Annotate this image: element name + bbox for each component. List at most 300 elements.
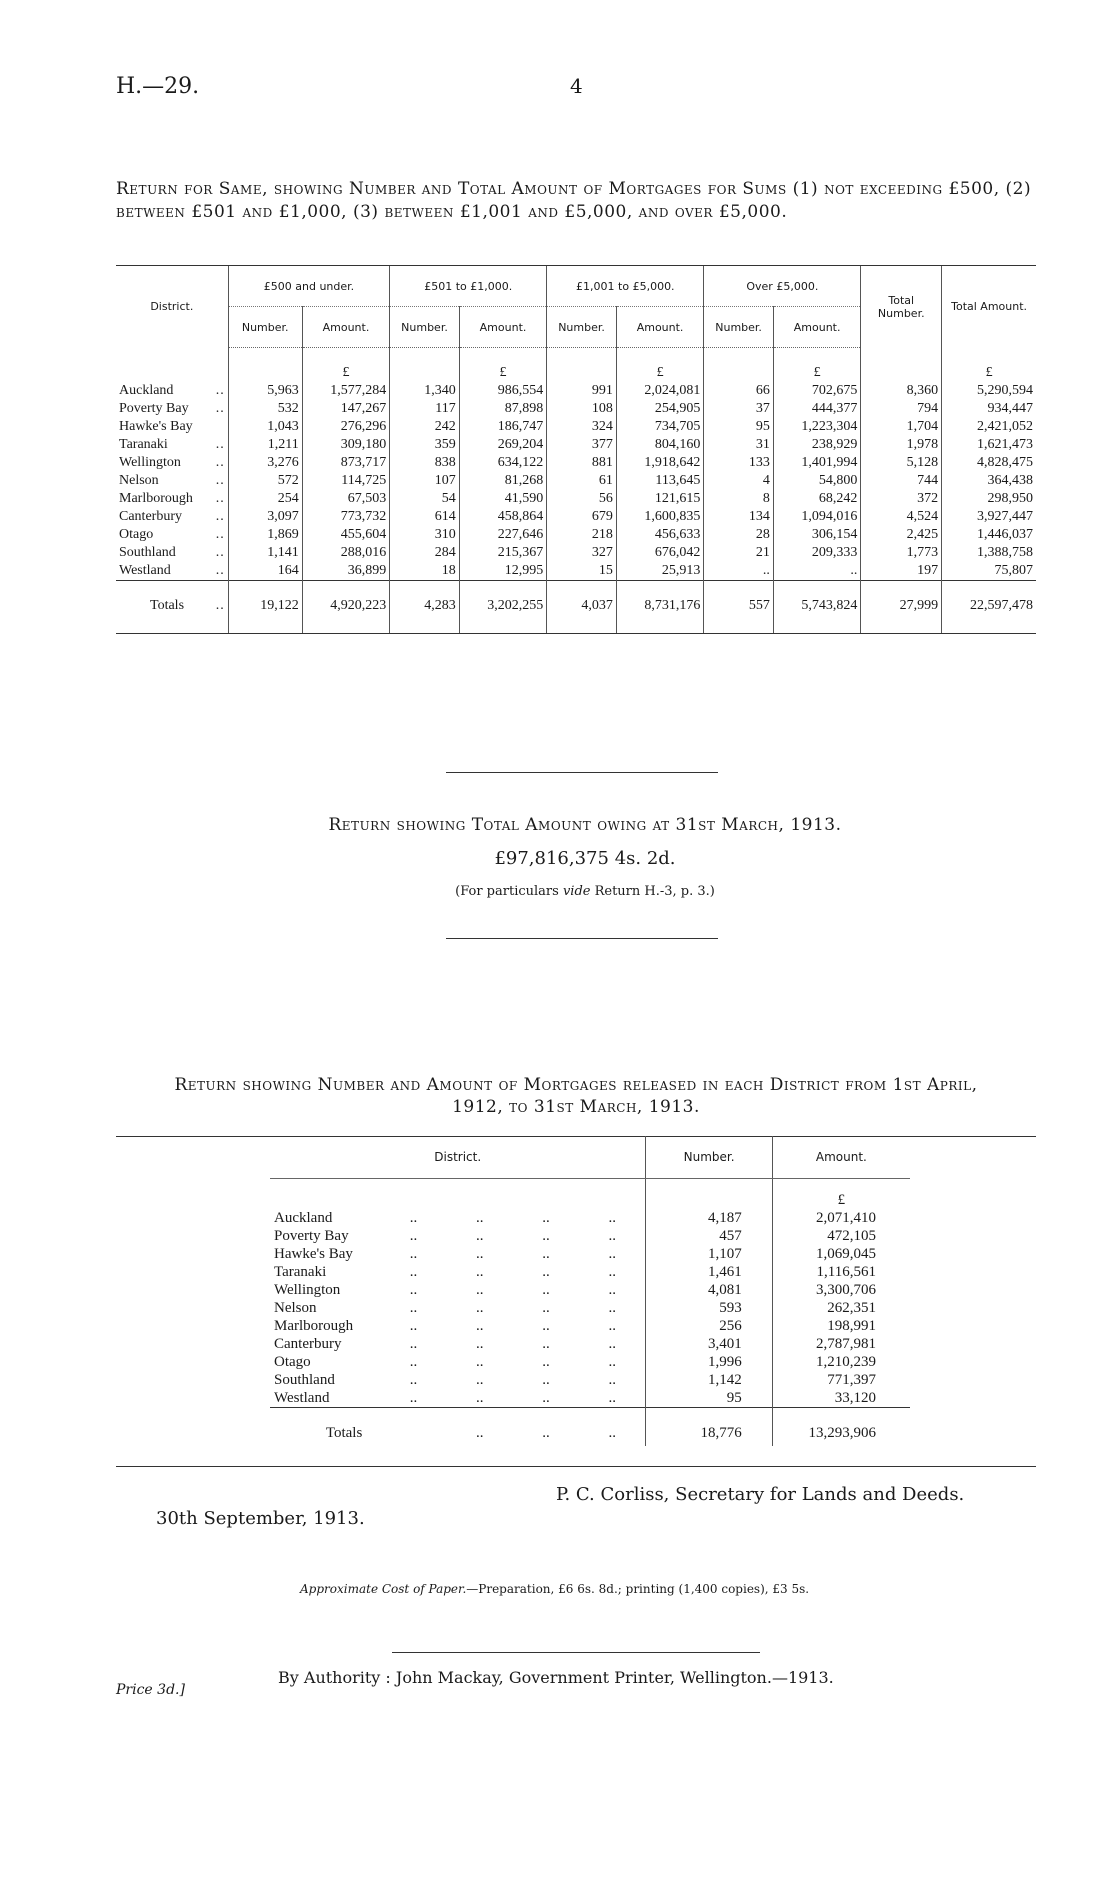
leader-dots: .. bbox=[475, 1245, 484, 1262]
district-name: Auckland bbox=[119, 383, 174, 398]
total-cell: 5,743,824 bbox=[773, 581, 861, 634]
table2-title: Return showing Total Amount owing at 31st March, 1913. bbox=[328, 815, 842, 835]
amount-cell: 298,950 bbox=[942, 490, 1036, 508]
amount-cell: 215,367 bbox=[459, 544, 547, 562]
total-number-header: Total Number. bbox=[861, 266, 942, 348]
district-name: Southland bbox=[274, 1371, 335, 1388]
leader-dots: .. bbox=[475, 1353, 484, 1370]
district-name: Wellington bbox=[274, 1281, 341, 1298]
leader-dots: .. bbox=[475, 1317, 484, 1334]
amount-cell: 1,600,835 bbox=[616, 508, 704, 526]
amount-cell: 12,995 bbox=[459, 562, 547, 581]
leader-dots: .. bbox=[215, 527, 225, 542]
number-cell: 4,187 bbox=[646, 1209, 772, 1227]
leader-dots: .. bbox=[608, 1299, 617, 1316]
number-cell: .. bbox=[704, 562, 774, 581]
amount-cell: 186,747 bbox=[459, 418, 547, 436]
number-cell: 133 bbox=[704, 454, 774, 472]
total-cell: 4,283 bbox=[390, 581, 460, 634]
amount-cell: 804,160 bbox=[616, 436, 704, 454]
amount-cell: 121,615 bbox=[616, 490, 704, 508]
amount-cell: 75,807 bbox=[942, 562, 1036, 581]
table-row bbox=[270, 1371, 910, 1389]
leader-dots: .. bbox=[608, 1335, 617, 1352]
total-cell: 22,597,478 bbox=[942, 581, 1036, 634]
amount-cell: 227,646 bbox=[459, 526, 547, 544]
amount-header: Amount. bbox=[302, 307, 390, 348]
number-cell: 1,461 bbox=[646, 1263, 772, 1281]
number-cell: 744 bbox=[861, 472, 942, 490]
number-cell: 108 bbox=[547, 400, 617, 418]
leader-dots: .. bbox=[608, 1263, 617, 1280]
number-cell: 991 bbox=[547, 382, 617, 400]
number-cell: 117 bbox=[390, 400, 460, 418]
table-row bbox=[116, 490, 1036, 508]
number-cell: 3,097 bbox=[228, 508, 302, 526]
number-cell: 359 bbox=[390, 436, 460, 454]
currency-symbol: £ bbox=[302, 348, 390, 383]
number-cell: 242 bbox=[390, 418, 460, 436]
leader-dots: .. bbox=[608, 1389, 617, 1406]
leader-dots: .. bbox=[608, 1281, 617, 1298]
table-row bbox=[270, 1263, 910, 1281]
amount-cell: 1,577,284 bbox=[302, 382, 390, 400]
currency-symbol: £ bbox=[773, 348, 861, 383]
amount-cell: 114,725 bbox=[302, 472, 390, 490]
number-cell: 3,276 bbox=[228, 454, 302, 472]
table-row bbox=[270, 1245, 910, 1263]
number-header: Number. bbox=[547, 307, 617, 348]
currency-row bbox=[116, 348, 1036, 383]
leader-dots: .. bbox=[542, 1317, 550, 1334]
district-name: Canterbury bbox=[119, 509, 182, 524]
leader-dots: .. bbox=[409, 1281, 418, 1298]
amount-cell: 306,154 bbox=[773, 526, 861, 544]
total-amount-owing: £97,816,375 4s. 2d. bbox=[494, 848, 676, 869]
number-header: Number. bbox=[228, 307, 302, 348]
price: Price 3d.] bbox=[116, 1682, 185, 1698]
cost-label: Approximate Cost of Paper. bbox=[300, 1582, 467, 1596]
table3-title-line1: Return showing Number and Amount of Mortgages released in each District from 1st April, bbox=[174, 1075, 978, 1095]
table-row bbox=[116, 418, 1036, 436]
table3-bottom-rule bbox=[116, 1466, 1036, 1467]
table-row bbox=[270, 1335, 910, 1353]
district-cell bbox=[116, 562, 228, 581]
district-cell bbox=[116, 508, 228, 526]
amount-cell: 25,913 bbox=[616, 562, 704, 581]
amount-cell: 458,864 bbox=[459, 508, 547, 526]
amount-cell: 472,105 bbox=[772, 1227, 910, 1245]
amount-cell: 1,223,304 bbox=[773, 418, 861, 436]
leader-dots: .. bbox=[608, 1353, 617, 1370]
table-row bbox=[270, 1227, 910, 1245]
amount-cell: 1,918,642 bbox=[616, 454, 704, 472]
leader-dots: .. bbox=[447, 1408, 513, 1447]
district-name: Poverty Bay bbox=[274, 1227, 349, 1244]
district-name: Marlborough bbox=[119, 491, 193, 506]
number-cell: 95 bbox=[646, 1389, 772, 1408]
amount-header: Amount. bbox=[459, 307, 547, 348]
amount-cell: 676,042 bbox=[616, 544, 704, 562]
number-cell: 614 bbox=[390, 508, 460, 526]
authority-rule bbox=[392, 1652, 760, 1653]
number-cell: 327 bbox=[547, 544, 617, 562]
amount-cell: 456,633 bbox=[616, 526, 704, 544]
table-row bbox=[116, 454, 1036, 472]
number-cell: 1,978 bbox=[861, 436, 942, 454]
table-row bbox=[116, 508, 1036, 526]
leader-dots: .. bbox=[475, 1263, 484, 1280]
amount-header: Amount. bbox=[616, 307, 704, 348]
leader-dots: .. bbox=[542, 1371, 550, 1388]
printer-authority: By Authority : John Mackay, Government Printer, Wellington.—1913. bbox=[278, 1668, 834, 1687]
amount-cell: 2,787,981 bbox=[772, 1335, 910, 1353]
leader-dots: .. bbox=[608, 1209, 617, 1226]
district-cell bbox=[116, 526, 228, 544]
leader-dots: .. bbox=[475, 1299, 484, 1316]
note-suffix: Return H.-3, p. 3.) bbox=[590, 884, 715, 899]
number-cell: 197 bbox=[861, 562, 942, 581]
total-cell: 557 bbox=[704, 581, 774, 634]
amount-cell: 147,267 bbox=[302, 400, 390, 418]
signature: P. C. Corliss, Secretary for Lands and Deeds. bbox=[556, 1484, 965, 1505]
table-row bbox=[270, 1317, 910, 1335]
group-header-over-5000: Over £5,000. bbox=[704, 266, 861, 307]
district-name: Hawke's Bay bbox=[274, 1245, 353, 1262]
leader-dots: .. bbox=[542, 1335, 550, 1352]
currency-symbol: £ bbox=[459, 348, 547, 383]
amount-cell: 1,621,473 bbox=[942, 436, 1036, 454]
amount-cell: 1,388,758 bbox=[942, 544, 1036, 562]
leader-dots: .. bbox=[579, 1408, 646, 1447]
district-name: Westland bbox=[119, 563, 171, 578]
leader-dots: .. bbox=[475, 1227, 484, 1244]
leader-dots: .. bbox=[409, 1317, 418, 1334]
district-name: Canterbury bbox=[274, 1335, 342, 1352]
table3-title-line2: 1912, to 31st March, 1913. bbox=[452, 1097, 700, 1117]
number-cell: 61 bbox=[547, 472, 617, 490]
amount-cell: 67,503 bbox=[302, 490, 390, 508]
leader-dots: .. bbox=[409, 1245, 418, 1262]
amount-cell: 68,242 bbox=[773, 490, 861, 508]
number-cell: 324 bbox=[547, 418, 617, 436]
number-cell: 1,142 bbox=[646, 1371, 772, 1389]
district-cell bbox=[116, 472, 228, 490]
leader-dots: .. bbox=[542, 1299, 550, 1316]
totals-label: Totals bbox=[150, 598, 185, 613]
leader-dots: .. bbox=[215, 491, 225, 506]
number-cell: 1,107 bbox=[646, 1245, 772, 1263]
leader-dots: .. bbox=[608, 1227, 617, 1244]
separator-rule bbox=[446, 938, 718, 939]
number-header: Number. bbox=[704, 307, 774, 348]
total-cell: 4,920,223 bbox=[302, 581, 390, 634]
district-cell bbox=[116, 382, 228, 400]
district-name: Hawke's Bay bbox=[119, 419, 193, 434]
amount-cell: 5,290,594 bbox=[942, 382, 1036, 400]
leader-dots: .. bbox=[475, 1335, 484, 1352]
amount-cell: 238,929 bbox=[773, 436, 861, 454]
amount-cell: 934,447 bbox=[942, 400, 1036, 418]
total-cell: 3,202,255 bbox=[459, 581, 547, 634]
district-header: District. bbox=[116, 266, 228, 348]
number-cell: 593 bbox=[646, 1299, 772, 1317]
table-row bbox=[116, 436, 1036, 454]
number-cell: 18,776 bbox=[646, 1408, 772, 1447]
district-cell bbox=[116, 400, 228, 418]
amount-cell: 364,438 bbox=[942, 472, 1036, 490]
amount-cell: 41,590 bbox=[459, 490, 547, 508]
amount-cell: 262,351 bbox=[772, 1299, 910, 1317]
table-row bbox=[270, 1353, 910, 1371]
number-cell: 95 bbox=[704, 418, 774, 436]
leader-dots: .. bbox=[542, 1353, 550, 1370]
group-header-500-under: £500 and under. bbox=[228, 266, 390, 307]
total-cell: 8,731,176 bbox=[616, 581, 704, 634]
table-row bbox=[270, 1281, 910, 1299]
table-row bbox=[116, 544, 1036, 562]
leader-dots: .. bbox=[409, 1299, 418, 1316]
district-header: District. bbox=[270, 1136, 646, 1179]
number-cell: 679 bbox=[547, 508, 617, 526]
table-row bbox=[270, 1389, 910, 1408]
number-cell: 66 bbox=[704, 382, 774, 400]
leader-dots: .. bbox=[215, 509, 225, 524]
number-cell: 54 bbox=[390, 490, 460, 508]
amount-cell: 702,675 bbox=[773, 382, 861, 400]
district-name: Marlborough bbox=[274, 1317, 354, 1334]
number-cell: 5,963 bbox=[228, 382, 302, 400]
district-name: Otago bbox=[119, 527, 154, 542]
amount-cell: 444,377 bbox=[773, 400, 861, 418]
amount-cell: 209,333 bbox=[773, 544, 861, 562]
table-row bbox=[116, 472, 1036, 490]
leader-dots: .. bbox=[608, 1371, 617, 1388]
total-cell: 4,037 bbox=[547, 581, 617, 634]
leader-dots: .. bbox=[513, 1408, 579, 1447]
mortgages-by-sum-table bbox=[116, 265, 1036, 634]
amount-cell: 2,024,081 bbox=[616, 382, 704, 400]
amount-cell: 113,645 bbox=[616, 472, 704, 490]
leader-dots: .. bbox=[409, 1389, 418, 1406]
leader-dots: .. bbox=[215, 437, 225, 452]
number-header: Number. bbox=[390, 307, 460, 348]
table-row bbox=[116, 526, 1036, 544]
number-cell: 254 bbox=[228, 490, 302, 508]
table-row bbox=[270, 1299, 910, 1317]
number-cell: 134 bbox=[704, 508, 774, 526]
amount-cell: 33,120 bbox=[772, 1389, 910, 1408]
number-cell: 1,043 bbox=[228, 418, 302, 436]
district-name: Nelson bbox=[119, 473, 159, 488]
number-cell: 3,401 bbox=[646, 1335, 772, 1353]
district-name: Wellington bbox=[119, 455, 181, 470]
leader-dots: .. bbox=[409, 1209, 418, 1226]
amount-cell: 1,210,239 bbox=[772, 1353, 910, 1371]
leader-dots: .. bbox=[475, 1371, 484, 1388]
date-line: 30th September, 1913. bbox=[156, 1508, 365, 1529]
amount-cell: 455,604 bbox=[302, 526, 390, 544]
number-cell: 4,524 bbox=[861, 508, 942, 526]
number-cell: 377 bbox=[547, 436, 617, 454]
amount-cell: 87,898 bbox=[459, 400, 547, 418]
district-cell bbox=[116, 454, 228, 472]
currency-row bbox=[270, 1179, 910, 1210]
table3-title bbox=[116, 1074, 1036, 1118]
district-cell bbox=[116, 418, 228, 436]
leader-dots: .. bbox=[542, 1209, 550, 1226]
amount-header: Amount. bbox=[773, 307, 861, 348]
leader-dots: .. bbox=[215, 545, 225, 560]
district-name: Auckland bbox=[274, 1209, 333, 1226]
leader-dots: .. bbox=[475, 1209, 484, 1226]
district-name: Taranaki bbox=[119, 437, 168, 452]
number-cell: 1,704 bbox=[861, 418, 942, 436]
leader-dots: .. bbox=[475, 1281, 484, 1298]
amount-cell: 1,446,037 bbox=[942, 526, 1036, 544]
leader-dots: .. bbox=[542, 1389, 550, 1406]
leader-dots: .. bbox=[215, 473, 225, 488]
amount-cell: 2,071,410 bbox=[772, 1209, 910, 1227]
amount-cell: 734,705 bbox=[616, 418, 704, 436]
totals-label-cell bbox=[116, 581, 228, 634]
totals-row bbox=[270, 1408, 910, 1447]
number-cell: 8,360 bbox=[861, 382, 942, 400]
table-row bbox=[116, 382, 1036, 400]
number-cell: 56 bbox=[547, 490, 617, 508]
table-row bbox=[270, 1209, 910, 1227]
number-cell: 1,869 bbox=[228, 526, 302, 544]
table-row bbox=[116, 562, 1036, 581]
number-header: Number. bbox=[646, 1136, 772, 1179]
district-name: Westland bbox=[274, 1389, 330, 1406]
amount-cell: 36,899 bbox=[302, 562, 390, 581]
amount-header: Amount. bbox=[772, 1136, 910, 1179]
number-cell: 881 bbox=[547, 454, 617, 472]
group-header-501-1000: £501 to £1,000. bbox=[390, 266, 547, 307]
leader-dots: .. bbox=[409, 1371, 418, 1388]
leader-dots: .. bbox=[215, 455, 225, 470]
number-cell: 107 bbox=[390, 472, 460, 490]
amount-cell: 773,732 bbox=[302, 508, 390, 526]
district-name: Taranaki bbox=[274, 1263, 327, 1280]
note-italic: vide bbox=[562, 884, 591, 899]
amount-cell: 986,554 bbox=[459, 382, 547, 400]
leader-dots: .. bbox=[409, 1227, 418, 1244]
amount-cell: 81,268 bbox=[459, 472, 547, 490]
number-cell: 37 bbox=[704, 400, 774, 418]
leader-dots: .. bbox=[608, 1245, 617, 1262]
leader-dots: .. bbox=[475, 1389, 484, 1406]
district-cell bbox=[116, 436, 228, 454]
district-name: Otago bbox=[274, 1353, 311, 1370]
number-cell: 8 bbox=[704, 490, 774, 508]
amount-cell: 634,122 bbox=[459, 454, 547, 472]
totals-row bbox=[116, 581, 1036, 634]
amount-cell: 1,116,561 bbox=[772, 1263, 910, 1281]
number-cell: 218 bbox=[547, 526, 617, 544]
cost-text: —Preparation, £6 6s. 8d.; printing (1,400 copies), £3 5s. bbox=[466, 1582, 810, 1596]
number-cell: 2,425 bbox=[861, 526, 942, 544]
amount-cell: 269,204 bbox=[459, 436, 547, 454]
leader-dots: .. bbox=[608, 1317, 617, 1334]
leader-dots: .. bbox=[409, 1353, 418, 1370]
number-cell: 838 bbox=[390, 454, 460, 472]
leader-dots: .. bbox=[542, 1245, 550, 1262]
total-cell: 19,122 bbox=[228, 581, 302, 634]
document-reference: H.—29. bbox=[116, 74, 200, 99]
district-cell bbox=[116, 544, 228, 562]
amount-cell: 3,927,447 bbox=[942, 508, 1036, 526]
district-name: Nelson bbox=[274, 1299, 317, 1316]
leader-dots: .. bbox=[215, 598, 225, 613]
leader-dots bbox=[380, 1408, 446, 1447]
currency-symbol: £ bbox=[942, 348, 1036, 383]
particulars-note bbox=[280, 884, 890, 899]
amount-cell: 873,717 bbox=[302, 454, 390, 472]
number-cell: 1,996 bbox=[646, 1353, 772, 1371]
number-cell: 372 bbox=[861, 490, 942, 508]
leader-dots: .. bbox=[542, 1227, 550, 1244]
leader-dots: .. bbox=[409, 1335, 418, 1352]
number-cell: 31 bbox=[704, 436, 774, 454]
leader-dots: .. bbox=[542, 1281, 550, 1298]
number-cell: 164 bbox=[228, 562, 302, 581]
cost-of-paper bbox=[300, 1582, 809, 1596]
number-cell: 794 bbox=[861, 400, 942, 418]
number-cell: 1,340 bbox=[390, 382, 460, 400]
leader-dots: .. bbox=[215, 383, 225, 398]
number-cell: 457 bbox=[646, 1227, 772, 1245]
amount-cell: 4,828,475 bbox=[942, 454, 1036, 472]
district-name: Southland bbox=[119, 545, 176, 560]
note-prefix: (For particulars bbox=[455, 884, 563, 899]
table1-title: Return for Same, showing Number and Total Amount of Mortgages for Sums (1) not exceeding £500, (2) between £501 and £1,000, (3) between £1,001 and £5,000, and over £5,000. bbox=[116, 179, 1032, 222]
district-cell bbox=[116, 490, 228, 508]
number-cell: 1,141 bbox=[228, 544, 302, 562]
total-cell: 27,999 bbox=[861, 581, 942, 634]
currency-symbol: £ bbox=[616, 348, 704, 383]
number-cell: 21 bbox=[704, 544, 774, 562]
group-header-1001-5000: £1,001 to £5,000. bbox=[547, 266, 704, 307]
mortgages-released-table bbox=[270, 1136, 910, 1446]
page-number: 4 bbox=[570, 74, 583, 98]
amount-cell: 198,991 bbox=[772, 1317, 910, 1335]
amount-cell: 2,421,052 bbox=[942, 418, 1036, 436]
number-cell: 4,081 bbox=[646, 1281, 772, 1299]
number-cell: 15 bbox=[547, 562, 617, 581]
number-cell: 284 bbox=[390, 544, 460, 562]
district-name: Poverty Bay bbox=[119, 401, 189, 416]
amount-cell: 254,905 bbox=[616, 400, 704, 418]
amount-cell: 3,300,706 bbox=[772, 1281, 910, 1299]
leader-dots: .. bbox=[215, 401, 225, 416]
number-cell: 18 bbox=[390, 562, 460, 581]
number-cell: 5,128 bbox=[861, 454, 942, 472]
number-cell: 532 bbox=[228, 400, 302, 418]
number-cell: 310 bbox=[390, 526, 460, 544]
number-cell: 1,211 bbox=[228, 436, 302, 454]
amount-cell: 1,069,045 bbox=[772, 1245, 910, 1263]
amount-cell: 1,094,016 bbox=[773, 508, 861, 526]
separator-rule bbox=[446, 772, 718, 773]
amount-cell: 288,016 bbox=[302, 544, 390, 562]
leader-dots: .. bbox=[542, 1263, 550, 1280]
amount-cell: 54,800 bbox=[773, 472, 861, 490]
amount-cell: 276,296 bbox=[302, 418, 390, 436]
currency-symbol: £ bbox=[772, 1179, 910, 1210]
number-cell: 1,773 bbox=[861, 544, 942, 562]
